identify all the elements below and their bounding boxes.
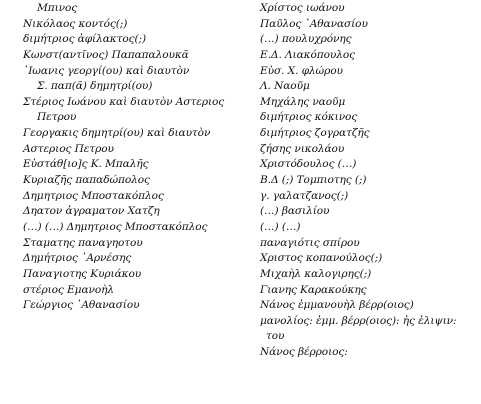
right-column-entry: Χριστόδουλος (…): [260, 158, 357, 171]
left-column-entry: Δημητριος Μποστακόπλος: [23, 189, 164, 202]
left-column-entry: ᾽Ιωανις γεοργί(ου) καὶ διαυτὸν: [23, 64, 190, 77]
left-column-entry: Εὐστάθ[ιο]ς Κ. Μπαλῆς: [23, 158, 149, 171]
left-column-entry: Μπινος: [37, 2, 78, 14]
left-column-entry: Γεώργιος ᾽Αθανασίου: [23, 299, 140, 312]
left-column-entry: Παναγιοτης Κυριάκου: [23, 267, 142, 280]
left-column-entry: Πετρου: [37, 111, 77, 124]
left-column-entry: Σταματης παναγηοτου: [23, 236, 143, 249]
left-column-entry: διμήτριος ἀφίλακτος(;): [23, 33, 147, 46]
right-column-entry: (…) (…): [260, 220, 301, 233]
right-column-entry: Χρίστος ιωάνου: [260, 2, 345, 14]
right-column-entry: (…) βασιλίου: [260, 205, 330, 218]
right-column-entry: Νάνος βέρρoιος:: [260, 346, 348, 359]
right-column-entry: ζήσης νικολάου: [260, 142, 345, 155]
right-column-entry: Μιχαὴλ καλογιρης(;): [260, 267, 372, 280]
left-column-entry: Αστεριος Πετρου: [23, 142, 114, 155]
right-column-entry: Χριστος κοπανούλος(;): [260, 252, 383, 265]
right-column-entry: μανολίος: ἐμμ. βέρρ(οιος): ἠς ἐλιψιν:: [260, 314, 457, 327]
right-column-entry: γ. γαλατζανος(;): [260, 189, 349, 202]
right-column-entry: Ε.Δ. Λιακόπουλος: [260, 48, 355, 61]
left-column-entry: στέριος Εμανοὴλ: [23, 283, 114, 296]
right-column-entry: Λ. Ναοῦμ: [260, 80, 310, 93]
left-column-entry: Σ. παπ(ᾶ) δημητρί(ου): [37, 80, 153, 93]
right-column-entry: Παῦλος ᾽Αθανασίου: [260, 17, 368, 30]
right-column-entry: του: [266, 330, 285, 343]
left-column-entry: (…) (…) Δημητριος Μποστακόπλος: [23, 220, 208, 233]
left-column-entry: Δημήτριος ᾽Αρνέσης: [23, 252, 132, 265]
right-column-entry: (…) πουλυχρόνης: [260, 33, 352, 46]
right-name-column: [260, 1, 481, 361]
left-column-entry: Κυριαζῆς παπαδώπολος: [23, 174, 150, 187]
right-column-entry: Μηχάλης ναοῦμ: [260, 95, 346, 108]
left-column-entry: Κωνστ(αντῖνος) Παπαπαλουκᾶ: [23, 48, 189, 61]
left-column-entry: Νικόλαος κοντός(;): [23, 17, 128, 30]
left-column-entry: Γεοργακις δημητρί(ου) καὶ διαυτὸν: [23, 127, 211, 140]
left-column-entry: Δηατον ἀγραματον Χατζη: [23, 205, 160, 218]
right-column-entry: διμήτριος ζογρατζῆς: [260, 127, 370, 140]
left-column-entry: Στέριος Ιωάνου καὶ διαυτὸν Αστεριος: [23, 95, 225, 108]
right-column-entry: Β.Δ (;) Τομπιοτης (;): [260, 174, 367, 187]
right-column-entry: διμήτριος κόκινος: [260, 111, 358, 124]
right-column-entry: Εὐσ. Χ. φλώρου: [260, 64, 343, 77]
right-column-entry: Νάνος ἐμμανουὴλ βέρρ(οιος): [260, 299, 414, 312]
left-name-column: [23, 1, 251, 314]
right-column-entry: παναγιότις σπίρου: [260, 236, 360, 249]
right-column-entry: Γιανης Καρακούκης: [260, 283, 367, 296]
